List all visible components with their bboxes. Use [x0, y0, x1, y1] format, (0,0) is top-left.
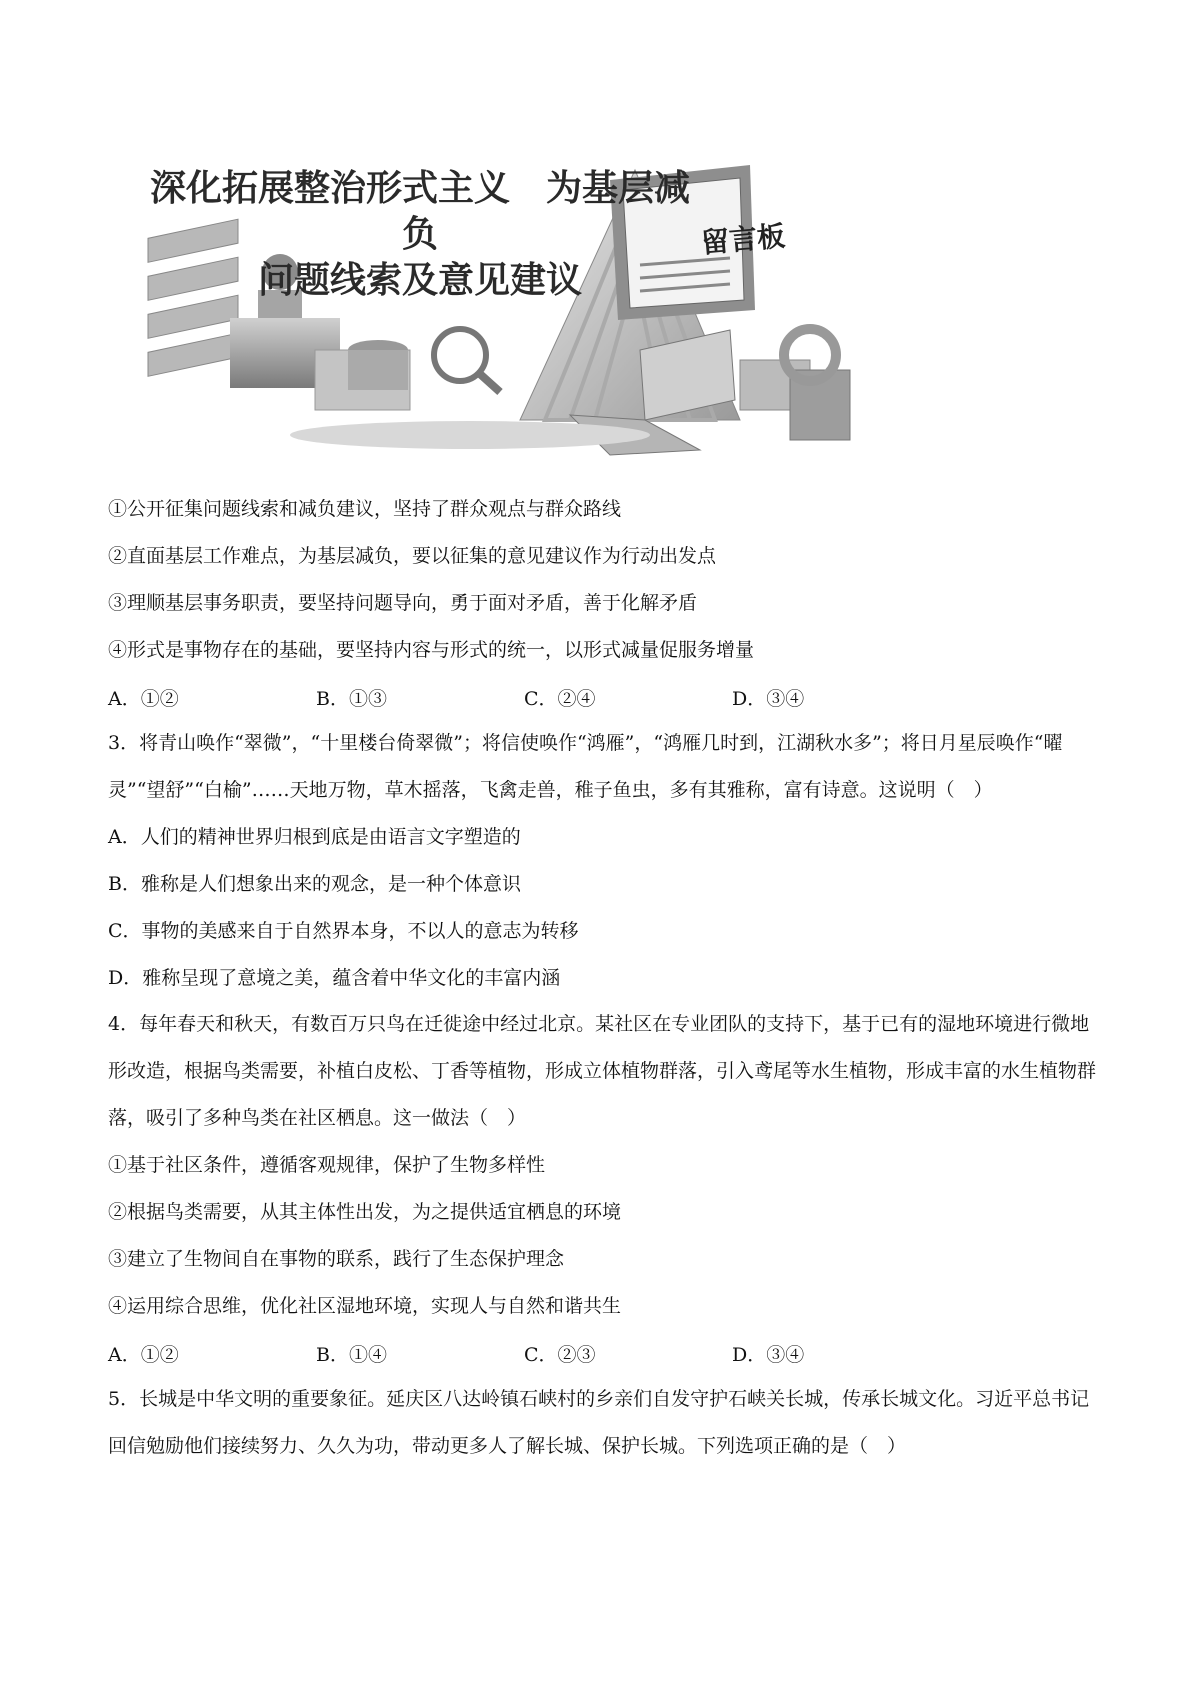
illustration: [140, 160, 910, 460]
message-board-label: 留言板: [699, 219, 787, 260]
q3-option-c: C．事物的美感来自于自然界本身，不以人的意志为转移: [108, 920, 579, 942]
question-content: [108, 496, 1096, 1470]
q4-options: [108, 1340, 1096, 1366]
q2-item-2: ②直面基层工作难点，为基层减负，要以征集的意见建议作为行动出发点: [108, 545, 717, 567]
q3-option-d: D．雅称呈现了意境之美，蕴含着中华文化的丰富内涵: [108, 967, 561, 989]
q3-stem: 3．将青山唤作“翠微”，“十里楼台倚翠微”；将信使唤作“鸿雁”，“鸿雁几时到，江湖秋水多”；将日月星辰唤作“曜灵”“望舒”“白榆”……天地万物，草木摇落，飞禽走兽，稚子鱼虫，多有其雅称，富有诗意。这说明（ ）: [108, 732, 1063, 801]
q2-item-1: ①公开征集问题线索和减负建议，坚持了群众观点与群众路线: [108, 498, 622, 520]
q4-item-3: ③建立了生物间自在事物的联系，践行了生态保护理念: [108, 1248, 565, 1270]
illustration-title-line2: 问题线索及意见建议: [257, 260, 582, 301]
q2-options: [108, 684, 1096, 710]
q2-option-a: A．①②: [108, 688, 179, 710]
illustration-title-line1: 深化拓展整治形式主义 为基层减负: [149, 168, 690, 255]
q2-option-d: D．③④: [732, 688, 805, 710]
q3-option-a: A．人们的精神世界归根到底是由语言文字塑造的: [108, 826, 521, 848]
q4-item-1: ①基于社区条件，遵循客观规律，保护了生物多样性: [108, 1154, 546, 1176]
q4-item-2: ②根据鸟类需要，从其主体性出发，为之提供适宜栖息的环境: [108, 1201, 622, 1223]
q4-option-a: A．①②: [108, 1344, 179, 1366]
q4-option-d: D．③④: [732, 1344, 805, 1366]
q2-option-b: B．①③: [316, 688, 387, 710]
q3-option-b: B．雅称是人们想象出来的观念，是一种个体意识: [108, 873, 521, 895]
q2-item-3: ③理顺基层事务职责，要坚持问题导向，勇于面对矛盾，善于化解矛盾: [108, 592, 698, 614]
illustration-title: [140, 166, 700, 304]
q4-stem: 4．每年春天和秋天，有数百万只鸟在迁徙途中经过北京。某社区在专业团队的支持下，基于已有的湿地环境进行微地形改造，根据鸟类需要，补植白皮松、丁香等植物，形成立体植物群落，引入鸢尾等水生植物，形成丰富的水生植物群落，吸引了多种鸟类在社区栖息。这一做法（ ）: [108, 1013, 1097, 1129]
q2-option-c: C．②④: [524, 688, 596, 710]
q4-option-b: B．①④: [316, 1344, 387, 1366]
q5-stem: 5．长城是中华文明的重要象征。延庆区八达岭镇石峡村的乡亲们自发守护石峡关长城，传承长城文化。习近平总书记回信勉励他们接续努力、久久为功，带动更多人了解长城、保护长城。下列选项正确的是（ ）: [108, 1388, 1090, 1457]
q4-item-4: ④运用综合思维，优化社区湿地环境，实现人与自然和谐共生: [108, 1295, 622, 1317]
q2-item-4: ④形式是事物存在的基础，要坚持内容与形式的统一，以形式减量促服务增量: [108, 639, 755, 661]
q4-option-c: C．②③: [524, 1344, 596, 1366]
